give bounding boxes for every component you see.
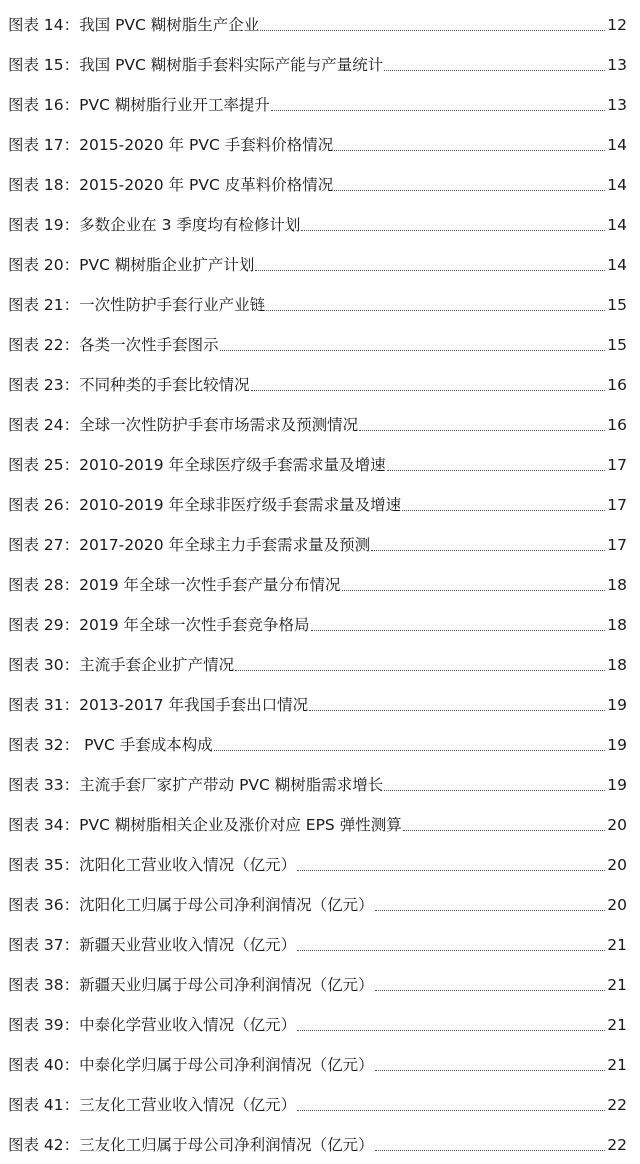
toc-entry-label: 图表 22：	[8, 336, 80, 354]
toc-entry[interactable]	[0, 483, 640, 523]
dot-leader	[375, 1070, 606, 1071]
dot-leader	[214, 750, 605, 751]
toc-entry-page-number: 17	[607, 536, 627, 554]
toc-entry-label: 图表 39：	[8, 1016, 80, 1034]
toc-entry-title: 新疆天业营业收入情况（亿元）	[79, 936, 297, 954]
toc-entry-title: 主流手套企业扩产情况	[79, 656, 235, 674]
toc-entry[interactable]	[0, 763, 640, 803]
dot-leader	[387, 470, 606, 471]
toc-entry-label: 图表 20：	[8, 256, 80, 274]
dot-leader	[402, 510, 605, 511]
toc-entry-title: 2010-2019 年全球医疗级手套需求量及增速	[79, 456, 386, 474]
toc-entry[interactable]	[0, 1123, 640, 1163]
toc-entry-label: 图表 29：	[8, 616, 80, 634]
dot-leader	[255, 270, 605, 271]
toc-entry-label: 图表 26：	[8, 496, 80, 514]
toc-entry-label: 图表 15：	[8, 56, 80, 74]
dot-leader	[260, 30, 605, 31]
dot-leader	[375, 990, 606, 991]
toc-entry-page-number: 14	[607, 216, 627, 234]
dot-leader	[309, 710, 605, 711]
toc-entry-title: 2019 年全球一次性手套产量分布情况	[79, 576, 341, 594]
dot-leader	[342, 590, 606, 591]
dot-leader	[271, 110, 605, 111]
toc-entry[interactable]	[0, 643, 640, 683]
toc-entry-title: 各类一次性手套图示	[79, 336, 219, 354]
toc-entry[interactable]	[0, 1043, 640, 1083]
toc-entry[interactable]	[0, 923, 640, 963]
dot-leader	[375, 1150, 606, 1151]
toc-entry-page-number: 14	[607, 136, 627, 154]
toc-entry-title: PVC 糊树脂企业扩产计划	[79, 256, 255, 274]
toc-entry-page-number: 21	[607, 936, 627, 954]
toc-entry[interactable]	[0, 523, 640, 563]
toc-entry-page-number: 12	[607, 16, 627, 34]
toc-entry-title: 全球一次性防护手套市场需求及预测情况	[79, 416, 359, 434]
toc-entry-title: 主流手套厂家扩产带动 PVC 糊树脂需求增长	[79, 776, 384, 794]
dot-leader	[220, 350, 606, 351]
toc-entry[interactable]	[0, 563, 640, 603]
dot-leader	[235, 670, 605, 671]
toc-entry[interactable]	[0, 203, 640, 243]
toc-entry-title: 一次性防护手套行业产业链	[79, 296, 266, 314]
toc-entry[interactable]	[0, 603, 640, 643]
toc-entry-title: 2019 年全球一次性手套竞争格局	[79, 616, 310, 634]
toc-entry-label: 图表 34：	[8, 816, 80, 834]
toc-entry-label: 图表 30：	[8, 656, 80, 674]
toc-entry-page-number: 21	[607, 1016, 627, 1034]
toc-entry-label: 图表 17：	[8, 136, 80, 154]
toc-entry-title: 沈阳化工营业收入情况（亿元）	[79, 856, 297, 874]
toc-entry-label: 图表 21：	[8, 296, 80, 314]
dot-leader	[301, 230, 605, 231]
toc-entry-page-number: 20	[607, 816, 627, 834]
table-of-figures	[0, 3, 640, 1163]
toc-entry-label: 图表 36：	[8, 896, 80, 914]
toc-entry-title: PVC 糊树脂相关企业及涨价对应 EPS 弹性测算	[79, 816, 402, 834]
toc-entry-label: 图表 23：	[8, 376, 80, 394]
toc-entry[interactable]	[0, 3, 640, 43]
toc-entry-title: 2010-2019 年全球非医疗级手套需求量及增速	[79, 496, 402, 514]
dot-leader	[311, 630, 606, 631]
toc-entry-title: 不同种类的手套比较情况	[79, 376, 250, 394]
toc-entry-label: 图表 37：	[8, 936, 80, 954]
dot-leader	[359, 430, 605, 431]
toc-entry-label: 图表 31：	[8, 696, 80, 714]
toc-entry-title: 多数企业在 3 季度均有检修计划	[79, 216, 301, 234]
toc-entry-title: 2013-2017 年我国手套出口情况	[79, 696, 309, 714]
toc-entry[interactable]	[0, 123, 640, 163]
toc-entry[interactable]	[0, 683, 640, 723]
toc-entry[interactable]	[0, 963, 640, 1003]
toc-entry-title: PVC 糊树脂行业开工率提升	[79, 96, 270, 114]
toc-entry-title: 2015-2020 年 PVC 手套料价格情况	[79, 136, 334, 154]
toc-entry[interactable]	[0, 843, 640, 883]
toc-entry[interactable]	[0, 723, 640, 763]
dot-leader	[251, 390, 606, 391]
dot-leader	[266, 310, 605, 311]
toc-entry-page-number: 18	[607, 576, 627, 594]
dot-leader	[384, 790, 605, 791]
dot-leader	[375, 910, 606, 911]
toc-entry-page-number: 22	[607, 1136, 627, 1154]
toc-entry[interactable]	[0, 83, 640, 123]
toc-entry-page-number: 22	[607, 1096, 627, 1114]
dot-leader	[297, 1110, 605, 1111]
toc-entry-title: 我国 PVC 糊树脂生产企业	[79, 16, 260, 34]
toc-entry-label: 图表 24：	[8, 416, 80, 434]
toc-entry-label: 图表 19：	[8, 216, 80, 234]
toc-entry-title: 新疆天业归属于母公司净利润情况（亿元）	[79, 976, 374, 994]
toc-entry-label: 图表 16：	[8, 96, 80, 114]
toc-entry-page-number: 18	[607, 616, 627, 634]
toc-entry-page-number: 20	[607, 896, 627, 914]
toc-entry[interactable]	[0, 243, 640, 283]
toc-entry[interactable]	[0, 1083, 640, 1123]
toc-entry-title: PVC 手套成本构成	[79, 736, 213, 754]
toc-entry-page-number: 16	[607, 416, 627, 434]
toc-entry-page-number: 20	[607, 856, 627, 874]
dot-leader	[297, 1030, 605, 1031]
toc-entry-page-number: 21	[607, 1056, 627, 1074]
toc-entry-page-number: 17	[607, 496, 627, 514]
toc-entry-label: 图表 14：	[8, 16, 80, 34]
toc-entry-page-number: 13	[607, 96, 627, 114]
toc-entry-title: 2017-2020 年全球主力手套需求量及预测	[79, 536, 371, 554]
toc-entry-page-number: 18	[607, 656, 627, 674]
toc-entry-title: 沈阳化工归属于母公司净利润情况（亿元）	[79, 896, 374, 914]
toc-entry-label: 图表 35：	[8, 856, 80, 874]
toc-entry-label: 图表 42：	[8, 1136, 80, 1154]
toc-entry-title: 我国 PVC 糊树脂手套料实际产能与产量统计	[79, 56, 384, 74]
dot-leader	[403, 830, 606, 831]
toc-entry-label: 图表 28：	[8, 576, 80, 594]
toc-entry-title: 2015-2020 年 PVC 皮革料价格情况	[79, 176, 334, 194]
dot-leader	[384, 70, 605, 71]
toc-entry[interactable]	[0, 283, 640, 323]
toc-entry-label: 图表 40：	[8, 1056, 80, 1074]
toc-entry[interactable]	[0, 163, 640, 203]
toc-entry[interactable]	[0, 363, 640, 403]
toc-entry[interactable]	[0, 883, 640, 923]
toc-entry-title: 三友化工营业收入情况（亿元）	[79, 1096, 297, 1114]
toc-entry[interactable]	[0, 43, 640, 83]
toc-entry[interactable]	[0, 443, 640, 483]
toc-entry-title: 三友化工归属于母公司净利润情况（亿元）	[79, 1136, 374, 1154]
toc-entry[interactable]	[0, 323, 640, 363]
toc-entry-label: 图表 33：	[8, 776, 80, 794]
toc-entry-label: 图表 38：	[8, 976, 80, 994]
toc-entry-page-number: 14	[607, 256, 627, 274]
toc-entry-page-number: 16	[607, 376, 627, 394]
toc-entry-label: 图表 18：	[8, 176, 80, 194]
toc-entry-label: 图表 41：	[8, 1096, 80, 1114]
toc-entry-page-number: 15	[607, 336, 627, 354]
toc-entry-page-number: 19	[607, 736, 627, 754]
toc-entry-label: 图表 25：	[8, 456, 80, 474]
toc-entry-page-number: 15	[607, 296, 627, 314]
toc-entry-label: 图表 27：	[8, 536, 80, 554]
toc-entry-page-number: 14	[607, 176, 627, 194]
toc-entry-page-number: 21	[607, 976, 627, 994]
toc-entry-label: 图表 32：	[8, 736, 80, 754]
dot-leader	[334, 150, 605, 151]
toc-entry-page-number: 19	[607, 776, 627, 794]
toc-entry-page-number: 17	[607, 456, 627, 474]
dot-leader	[371, 550, 605, 551]
toc-entry[interactable]	[0, 1003, 640, 1043]
dot-leader	[334, 190, 605, 191]
dot-leader	[297, 870, 605, 871]
toc-entry-page-number: 19	[607, 696, 627, 714]
toc-entry-title: 中泰化学归属于母公司净利润情况（亿元）	[79, 1056, 374, 1074]
toc-entry[interactable]	[0, 803, 640, 843]
toc-entry[interactable]	[0, 403, 640, 443]
dot-leader	[297, 950, 605, 951]
toc-entry-title: 中泰化学营业收入情况（亿元）	[79, 1016, 297, 1034]
toc-entry-page-number: 13	[607, 56, 627, 74]
